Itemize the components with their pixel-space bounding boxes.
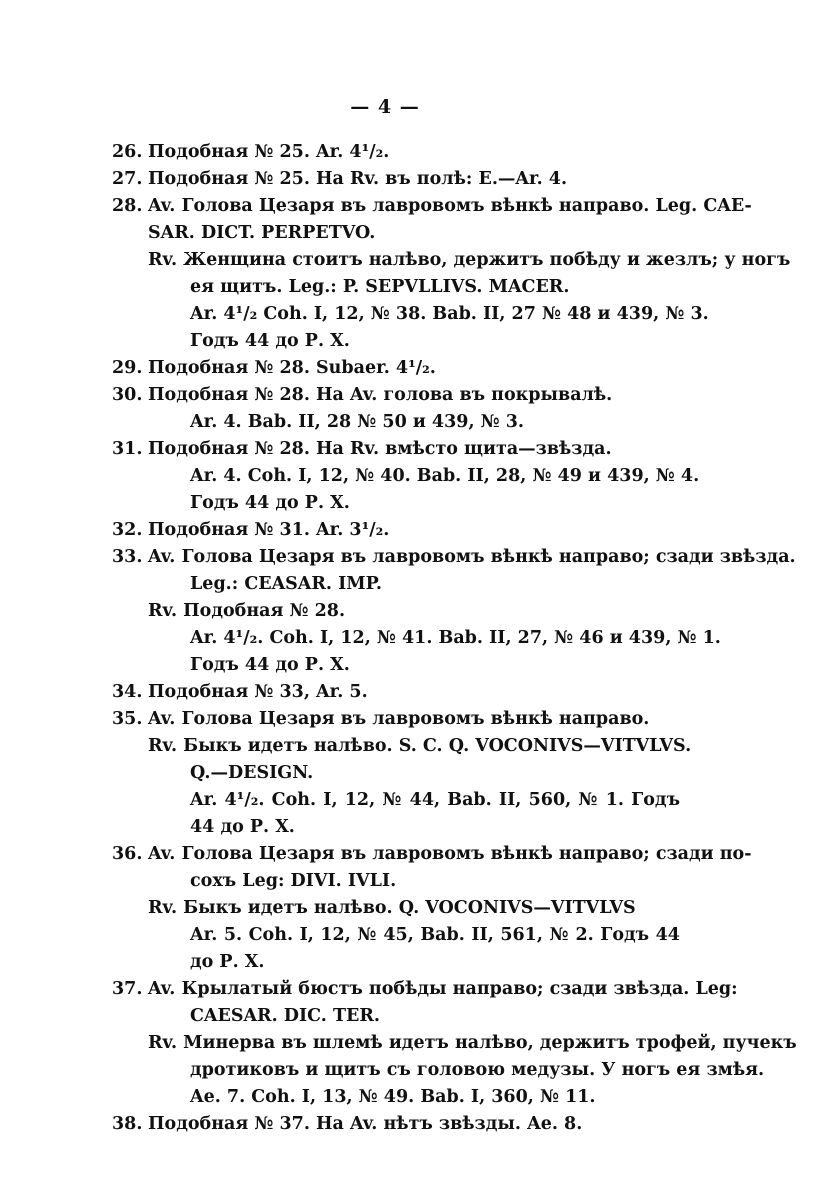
entry-text: Av. Крылатый бюстъ побѣды направо; сзади звѣзда. Leg: [148,979,738,999]
entry-text: Ar. 4¹/₂ Coh. I, 12, № 38. Bab. II, 27 № 48 и 439, № 3. [190,304,709,324]
entry-text: Подобная № 28. На Rv. вмѣсто щита—звѣзда. [148,439,612,459]
entry-text: Rv. Быкъ идетъ налѣво. S. C. Q. VOCONIVS—VITVLVS. [148,736,692,756]
entry-31 [112,437,612,461]
entry-text-line: Годъ 44 до Р. Х. [190,331,350,351]
entry-text: Ar. 4¹/₂. Coh. I, 12, № 44, Bab. II, 560, № 1. Годъ [190,790,680,810]
entry-text-line [148,1031,797,1055]
entry-text: Подобная № 25. Ar. 4¹/₂. [148,142,390,162]
entry-32 [112,518,389,542]
entry-text-line: CAESAR. DIC. TER. [190,1006,380,1026]
entry-text: Подобная № 28. На Av. голова въ покрывалѣ. [148,385,613,405]
entry-text: Rv. Женщина стоитъ налѣво, держитъ побѣду и жезлъ; у ногъ [148,250,791,270]
entry-text: Ar. 4¹/₂. Coh. I, 12, № 41. Bab. II, 27, № 46 и 439, № 1. [190,628,721,648]
entry-number: 33. [112,547,143,567]
entry-text-line [148,248,791,272]
entry-number: 27. [112,169,143,189]
entry-37 [112,977,738,1001]
entry-text: Ar. 5. Coh. I, 12, № 45, Bab. II, 561, № 2. Годъ 44 [190,925,680,945]
entry-text-line: Годъ 44 до Р. Х. [190,493,350,513]
entry-text-line [148,734,692,758]
entry-34 [112,680,368,704]
entry-text-line: дротиковъ и щитъ съ головою медузы. У ногъ ея змѣя. [190,1060,765,1080]
entry-36 [112,842,752,866]
entry-number: 38. [112,1114,143,1134]
entry-text: Подобная № 28. Subaer. 4¹/₂. [148,358,436,378]
entry-text: Av. Голова Цезаря въ лавровомъ вѣнкѣ направо. [148,709,650,729]
entry-text-line: SAR. DICT. PERPETVO. [148,223,376,243]
entry-number: 37. [112,979,143,999]
page-number: — 4 — [350,96,420,118]
entry-text-line [190,626,721,650]
entry-text-line [190,302,709,326]
entry-text: Av. Голова Цезаря въ лавровомъ вѣнкѣ направо; сзади по- [148,844,752,864]
entry-30 [112,383,612,407]
entry-text-line: Rv. Подобная № 28. [148,601,346,621]
entry-number: 35. [112,709,143,729]
entry-number: 28. [112,196,143,216]
entry-text: Подобная № 31. Ar. 3¹/₂. [148,520,390,540]
entry-33 [112,545,796,569]
entry-27 [112,167,567,191]
entry-text-line: Leg.: CEASAR. IMP. [190,574,383,594]
entry-text: Ar. 4. Coh. I, 12, № 40. Bab. II, 28, № 49 и 439, № 4. [190,466,700,486]
entry-text-line: до Р. Х. [190,952,265,972]
entry-number: 31. [112,439,143,459]
entry-number: 36. [112,844,143,864]
entry-text: Подобная № 33, Ar. 5. [148,682,368,702]
entry-text: Rv. Минерва въ шлемѣ идетъ налѣво, держитъ трофей, пучекъ [148,1033,797,1053]
entry-text: Подобная № 25. На Rv. въ полѣ: E.—Ar. 4. [148,169,568,189]
entry-38 [112,1112,582,1136]
entry-text-line [190,464,700,488]
entry-text-line: Годъ 44 до Р. Х. [190,655,350,675]
entry-35 [112,707,649,731]
entry-text: Av. Голова Цезаря въ лавровомъ вѣнкѣ направо; сзади звѣзда. [148,547,796,567]
entry-number: 29. [112,358,143,378]
entry-text-line [190,923,680,947]
entry-text-line: Rv. Быкъ идетъ налѣво. Q. VOCONIVS—VITVLVS [148,898,636,918]
entry-number: 32. [112,520,143,540]
entry-number: 30. [112,385,143,405]
entry-26 [112,140,389,164]
entry-number: 26. [112,142,143,162]
entry-text-line [190,788,680,812]
entry-text-line: сохъ Leg: DIVI. IVLI. [190,871,397,891]
entry-29 [112,356,436,380]
entry-28 [112,194,752,218]
entry-text: Подобная № 37. На Av. нѣтъ звѣзды. Ae. 8. [148,1114,583,1134]
entry-text-line: 44 до Р. Х. [190,817,295,837]
entry-text-line: Q.—DESIGN. [190,763,314,783]
entry-text-line: ея щитъ. Leg.: P. SEPVLLIVS. MACER. [190,277,570,297]
entry-text-line: Ar. 4. Bab. II, 28 № 50 и 439, № 3. [190,412,525,432]
entry-text-line: Ae. 7. Coh. I, 13, № 49. Bab. I, 360, № 11. [190,1087,596,1107]
entry-text: Av. Голова Цезаря въ лавровомъ вѣнкѣ направо. Leg. CAE- [148,196,752,216]
entry-number: 34. [112,682,143,702]
